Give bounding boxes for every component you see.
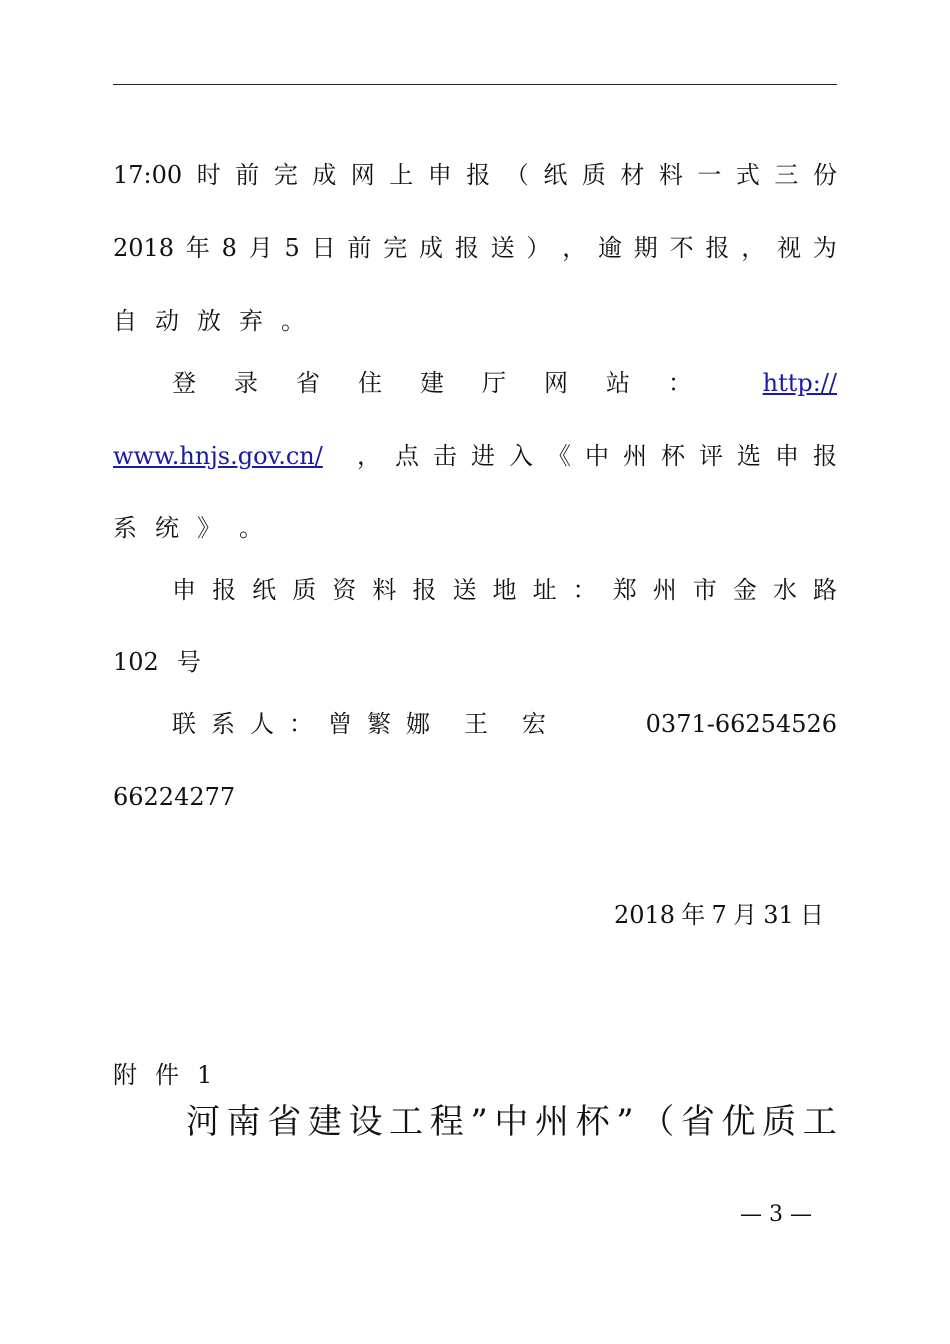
text-char: 网 [350, 161, 375, 189]
text-char: 优 [721, 1102, 756, 1142]
text-char: 录 [234, 369, 258, 397]
text-char: 南 [226, 1102, 261, 1142]
text-char: 河 [186, 1102, 220, 1142]
text-char: 2018 [113, 234, 175, 262]
text-char: 王 [464, 710, 488, 738]
text-char: 5 [284, 234, 300, 262]
text-char: 选 [737, 442, 761, 470]
text-char: 质 [762, 1102, 797, 1142]
text-char: 料 [658, 161, 683, 189]
paragraph-3-line-1 [172, 573, 837, 607]
text-char: 份 [812, 161, 837, 189]
paragraph-2-line-3 [113, 511, 837, 545]
text-char: 进 [471, 442, 495, 470]
instruction-text [357, 439, 837, 473]
text-char: 8 [221, 234, 237, 262]
text-char: 申 [775, 442, 799, 470]
text-char: 网 [544, 369, 568, 397]
text-char: 纸 [252, 576, 277, 604]
document-date [614, 898, 824, 932]
text-char: 报 [412, 576, 437, 604]
contact-line [172, 707, 837, 741]
text-char: 击 [433, 442, 457, 470]
text-char: 登 [172, 369, 196, 397]
text-char: 杯 [661, 442, 685, 470]
text-char: 中 [494, 1102, 529, 1142]
text-char: 系 [211, 710, 235, 738]
text-char: 报 [705, 234, 730, 262]
text-char: ： [572, 576, 597, 604]
text-char: 一 [697, 161, 722, 189]
text-char: 设 [348, 1102, 383, 1142]
contact-phone-2 [113, 780, 837, 814]
text-char: 日 [800, 901, 824, 929]
text-char: 纸 [543, 161, 568, 189]
text-char: 联 [172, 710, 196, 738]
text-char: 送 [490, 234, 515, 262]
text-char: 式 [735, 161, 760, 189]
paragraph-2-line-1 [172, 366, 837, 400]
text-char: ， [562, 234, 587, 262]
text-char: 料 [372, 576, 397, 604]
text-char: 。 [239, 514, 263, 542]
text-char: 报 [454, 234, 479, 262]
text-char: 年 [681, 901, 706, 929]
text-char: 州 [652, 576, 677, 604]
text-char: 路 [813, 576, 837, 604]
text-char: 31 [763, 901, 794, 929]
text-char: 102 [113, 648, 159, 676]
text-char: 质 [581, 161, 606, 189]
text-char: 统 [155, 514, 179, 542]
attachment-label [113, 1058, 837, 1092]
paragraph-2-line-2 [113, 439, 837, 473]
text-char: 弃 [239, 307, 263, 335]
text-char: 评 [699, 442, 723, 470]
contact-phone-1: 0371-66254526 [645, 710, 837, 738]
contact-phone-2-text: 66224277 [113, 783, 236, 811]
website-link-part-2[interactable]: www.hnjs.gov.cn/ [113, 442, 323, 470]
text-char: 时 [196, 161, 221, 189]
text-char: 成 [312, 161, 337, 189]
text-char: 材 [620, 161, 645, 189]
paragraph-3-line-2 [113, 645, 837, 679]
paragraph-1-line-2 [113, 231, 837, 265]
text-char: 报 [212, 576, 237, 604]
text-char: 厅 [482, 369, 506, 397]
text-char: 不 [669, 234, 694, 262]
text-char: ， [741, 234, 766, 262]
text-char: 上 [389, 161, 414, 189]
text-char: 建 [420, 369, 444, 397]
text-char: 完 [273, 161, 298, 189]
text-char: 建 [307, 1102, 342, 1142]
text-char: 送 [452, 576, 477, 604]
text-char: 动 [155, 307, 179, 335]
text-char: 程 [429, 1102, 464, 1142]
text-char: 报 [466, 161, 491, 189]
website-link-part-1[interactable]: http:// [762, 369, 837, 397]
text-char: 中 [585, 442, 609, 470]
text-char: 逾 [598, 234, 622, 262]
text-char: 地 [492, 576, 517, 604]
text-char: 件 [155, 1061, 179, 1089]
text-char: （ [640, 1102, 675, 1142]
text-char: 自 [113, 307, 137, 335]
text-char: 省 [680, 1102, 715, 1142]
text-char: 前 [235, 161, 260, 189]
header-rule [113, 84, 837, 85]
text-char: ， [357, 442, 381, 470]
text-char: 2018 [614, 901, 676, 929]
text-char: 17:00 [113, 161, 183, 189]
text-char: 工 [802, 1102, 837, 1142]
text-char: 7 [711, 901, 727, 929]
text-char: 址 [532, 576, 557, 604]
text-char: 视 [776, 234, 801, 262]
text-char: 附 [113, 1061, 137, 1089]
text-char: 省 [296, 369, 320, 397]
text-char: 日 [311, 234, 336, 262]
text-char: 完 [383, 234, 408, 262]
text-char: 报 [813, 442, 837, 470]
attachment-title [186, 1098, 837, 1146]
text-char: 》 [197, 514, 221, 542]
text-char: 期 [633, 234, 658, 262]
text-char: 三 [774, 161, 799, 189]
text-char: 1 [197, 1061, 213, 1089]
text-char: 系 [113, 514, 137, 542]
text-char: ” [616, 1102, 634, 1142]
text-char: 申 [172, 576, 196, 604]
text-char: 月 [733, 901, 758, 929]
text-char: 市 [692, 576, 717, 604]
text-char: 《 [547, 442, 571, 470]
text-char: 水 [772, 576, 797, 604]
text-char: 资 [332, 576, 357, 604]
text-char: 入 [509, 442, 533, 470]
text-char: 申 [427, 161, 452, 189]
text-char: 省 [267, 1102, 302, 1142]
text-char: 。 [281, 307, 305, 335]
text-char: 为 [812, 234, 837, 262]
text-char: 繁 [367, 710, 391, 738]
login-text [172, 366, 692, 400]
page-number: — 3 — [740, 1202, 812, 1227]
text-char: 放 [197, 307, 221, 335]
text-char: 杯 [575, 1102, 610, 1142]
text-char: 点 [395, 442, 419, 470]
text-char: 前 [347, 234, 372, 262]
text-char: ： [668, 369, 692, 397]
text-char: 月 [248, 234, 273, 262]
text-char: 曾 [328, 710, 352, 738]
contact-label [172, 707, 430, 741]
text-char: ） [526, 234, 551, 262]
text-char: 站 [606, 369, 630, 397]
paragraph-1-line-3 [113, 304, 837, 338]
text-char: 年 [185, 234, 210, 262]
text-char: ” [470, 1102, 488, 1142]
text-char: 州 [535, 1102, 570, 1142]
text-char: 质 [292, 576, 317, 604]
text-char: （ [504, 161, 529, 189]
text-char: 工 [389, 1102, 424, 1142]
paragraph-1-line-1 [113, 158, 837, 192]
text-char: 成 [419, 234, 444, 262]
text-char: 郑 [612, 576, 637, 604]
text-char: 州 [623, 442, 647, 470]
text-char: 住 [358, 369, 382, 397]
text-char: 宏 [522, 710, 546, 738]
text-char: 娜 [406, 710, 430, 738]
text-char: 金 [732, 576, 757, 604]
text-char: ： [289, 710, 313, 738]
contact-name-2 [464, 707, 546, 741]
text-char: 人 [250, 710, 274, 738]
text-char: 号 [176, 648, 201, 676]
